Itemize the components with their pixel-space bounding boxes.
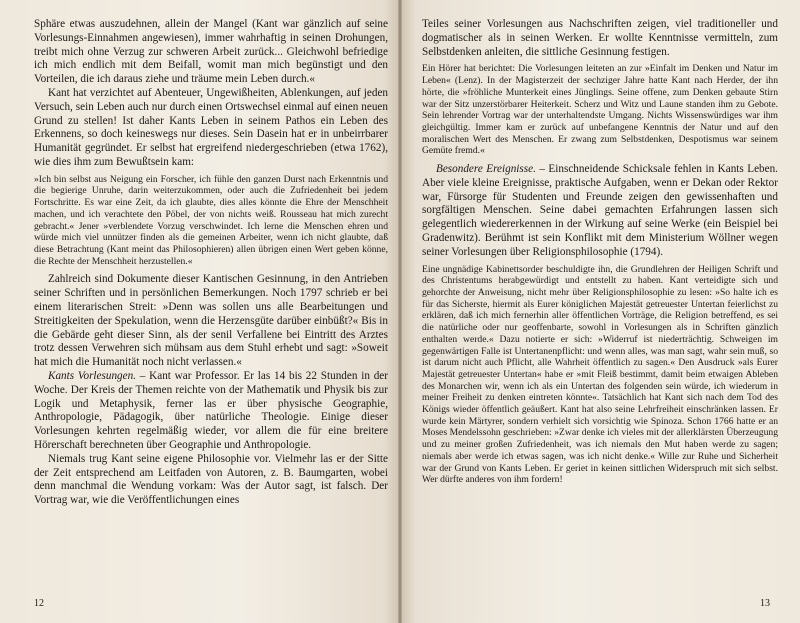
left-paragraph-1: Sphäre etwas auszudehnen, allein der Mangel (Kant war gänzlich auf seine Vorlesungs-Einnahmen angewiesen), immer wahrhaftig in seinen Drohungen, treibt mich ohne Verzug zur schweren Arbeit zurück... Gleichwohl befriedige ich mich endlich mit dem Beifall, womit man mich begünstigt und den Vorteilen, die ich daraus ziehe und träume mein Leben durch.« <box>34 18 388 86</box>
right-paragraph-2 <box>422 163 778 260</box>
left-body-text-2 <box>34 273 388 508</box>
page-number-right: 13 <box>760 598 770 609</box>
book-gutter <box>398 0 402 623</box>
right-paragraph-2-text: – Einschneidende Schicksale fehlen in Kants Leben. Aber viele kleine Ereignisse, praktische Aufgaben, wenn er Dekan oder Rektor war, Fürsorge für Studenten und Freunde zeigen den gewissenhaften und sorgfältigen Menschen. Seine dabei gemachten Erfahrungen lassen sich gelegentlich wiedererkennen in der Wirkung auf seine Werke (ein Beispiel bei Gradenwitz). Berühmt ist sein Konflikt mit dem Ministerium Wöllner wegen seiner Vorlesungen über Religionsphilosophie (1794). <box>422 163 778 258</box>
right-quote-1: Ein Hörer hat berichtet: Die Vorlesungen leiteten an zur »Einfalt im Denken und Natur im Leben« (Lenz). In der Magisterzeit der sechziger Jahre hatte Kant nach Herder, der ihn hörte, die »fröhliche Munterkeit eines Jünglings. Seine offene, zum Denken gebaute Stirn war der Sitz unzerstörbarer Heiterkeit. Scherz und Witz und Laune standen ihm zu Gebote. Sein lehrender Vortrag war der unterhaltendste Umgang. Nichts Wissenswürdiges war ihm gleichgültig. Immer kam er zurück auf unbefangene Kenntnis der Natur und auf den moralischen Wert des Menschen. Er zwang zum Selbstdenken, Despotismus war seinem Gemüte fremd.« <box>422 63 778 157</box>
left-paragraph-5: Niemals trug Kant seine eigene Philosophie vor. Vielmehr las er der Sitte der Zeit entsprechend am Leitfaden von Autoren, z. B. Baumgarten, wobei denn manchmal die Wendung vorkam: Was der Autor sagt, ist falsch. Der Vortrag war, wie die Veröffentlichungen eines <box>34 452 388 507</box>
right-body-text <box>422 18 778 59</box>
right-body-text-2 <box>422 163 778 260</box>
left-paragraph-4 <box>34 370 388 453</box>
left-quote-1: »Ich bin selbst aus Neigung ein Forscher, ich fühle den ganzen Durst nach Erkenntnis und die begierige Unruhe, darin weiterzukommen, oder auch die Zufriedenheit bei jedem Fortschritte. Es war eine Zeit, da ich glaubte, dies alles könnte die Ehre der Menschheit machen, und ich verachtete den Pöbel, der von nichts weiß. Rousseau hat mich zurecht gebracht.« Jener »verblendete Vorzug verschwindet. Ich lerne die Menschen ehren und würde mich viel unnützer finden als die gemeinen Arbeiter, wenn ich nicht glaubte, daß diese Betrachtung (Kant meint das Philosophieren) allen übrigen einen Wert geben könne, die Rechte der Menschheit herzustellen.« <box>34 173 388 267</box>
right-paragraph-1: Teiles seiner Vorlesungen aus Nachschriften zeigen, viel traditioneller und dogmatischer als in seinen Werken. Er wollte Kenntnisse vermitteln, zum Selbstdenken anleiten, die sittliche Gesinnung festigen. <box>422 18 778 58</box>
page-number-left: 12 <box>34 598 44 609</box>
section-heading-vorlesungen: Kants Vorlesungen. <box>48 369 136 382</box>
right-page <box>400 0 800 623</box>
section-heading-ereignisse: Besondere Ereignisse. <box>436 163 536 176</box>
left-paragraph-4-text: – Kant war Professor. Er las 14 bis 22 Stunden in der Woche. Der Kreis der Themen reichte von der Mathematik und Physik bis zur Logik und Metaphysik, ferner las er über physische Geographie, Anthropologie, Pädagogik, über natürliche Theologie. Einige dieser Vorlesungen kehrten regelmäßig wieder, vor allem die für eine breitere Hörerschaft berechneten über Geographie und Anthropologie. <box>34 369 388 451</box>
left-paragraph-3: Zahlreich sind Dokumente dieser Kantischen Gesinnung, in den Antrieben seiner Schriften und in persönlichen Bemerkungen. Noch 1797 schrieb er bei einem literarischen Streit: »Denn was sollen uns alle Bearbeitungen und Streitigkeiten der Spekulation, wenn die Herzensgüte darüber einbüßt?« Bis in die Gebärde geht dieser Sinn, als der senil Verfallene bei Eintritt des Arztes trotz dessen Verwehren sich mühsam aus dem Stuhl erhebt und sagt: »Soweit hat mich die Humanität noch nicht verlassen.« <box>34 273 388 369</box>
left-body-text <box>34 18 388 170</box>
left-paragraph-2: Kant hat verzichtet auf Abenteuer, Ungewißheiten, Ablenkungen, auf jeden Versuch, sein Leben auch nur durch einen Ortswechsel einmal auf einen neuen Grund zu stellen! Ist daher Kants Leben in seinem Pathos ein Leben des Erkennens, so doch keineswegs nur dieses. Sein Dasein hat er in unbeirrbarer Humanität gegründet. Er selbst hat ergreifend niedergeschrieben (etwa 1762), wie dies ihm zum Bewußtsein kam: <box>34 86 388 168</box>
right-quote-2: Eine ungnädige Kabinettsorder beschuldigte ihn, die Grundlehren der Heiligen Schrift und des Christentums herabgewürdigt und entstellt zu haben. Kant verteidigte sich und gehorchte der Anweisung, nicht mehr über Religionsphilosophie zu lesen: »So halte ich es für das Sicherste, hiermit als Eurer königlichen Majestät getreuester Untertan feierlichst zu erklären, daß ich mich fernerhin aller öffentlichen Vorträge, die Religion betreffend, es sei die natürliche oder nur geoffenbarte, sowohl in Vorlesungen als in Schriften gänzlich enthalten werde.« Dazu notierte er sich: »Widerruf ist niederträchtig. Schweigen im gegenwärtigen Falle ist Untertanenpflicht: und wenn alles, was man sagt, wahr sein muß, so ist darum nicht auch Pflicht, alle Wahrheit öffentlich zu sagen.« Den Ausdruck »als Eurer Majestät getreuester Untertan« habe er »mit Fleiß bestimmt, damit beim etwaigen Ableben des Monarchen wir, wenn ich als ein Untertan des folgenden sein würde, ich wiederum in meiner Freiheit zu denken eintreten könnte«. Tatsächlich hat Kant sich nach dem Tod des Königs wieder öffentlich geäußert. Kant hat also seine Lehrfreiheit einschränken lassen. Er wurde kein Märtyrer, sondern verhielt sich vorsichtig wie Spinoza. Schon 1766 hatte er an Moses Mendelssohn geschrieben: »Zwar denke ich vieles mit der allerklärsten Überzeugung und zu meiner großen Zufriedenheit, was ich niemals den Mut haben werde zu sagen; niemals aber werde ich etwas sagen, was ich nicht denke.« Wille zur Ruhe und Sicherheit war der Grund von Kants Leben. Er geriet in keinen sittlichen Widerspruch mit sich selbst. Wer dürfte anderes von ihm fordern! <box>422 263 778 486</box>
